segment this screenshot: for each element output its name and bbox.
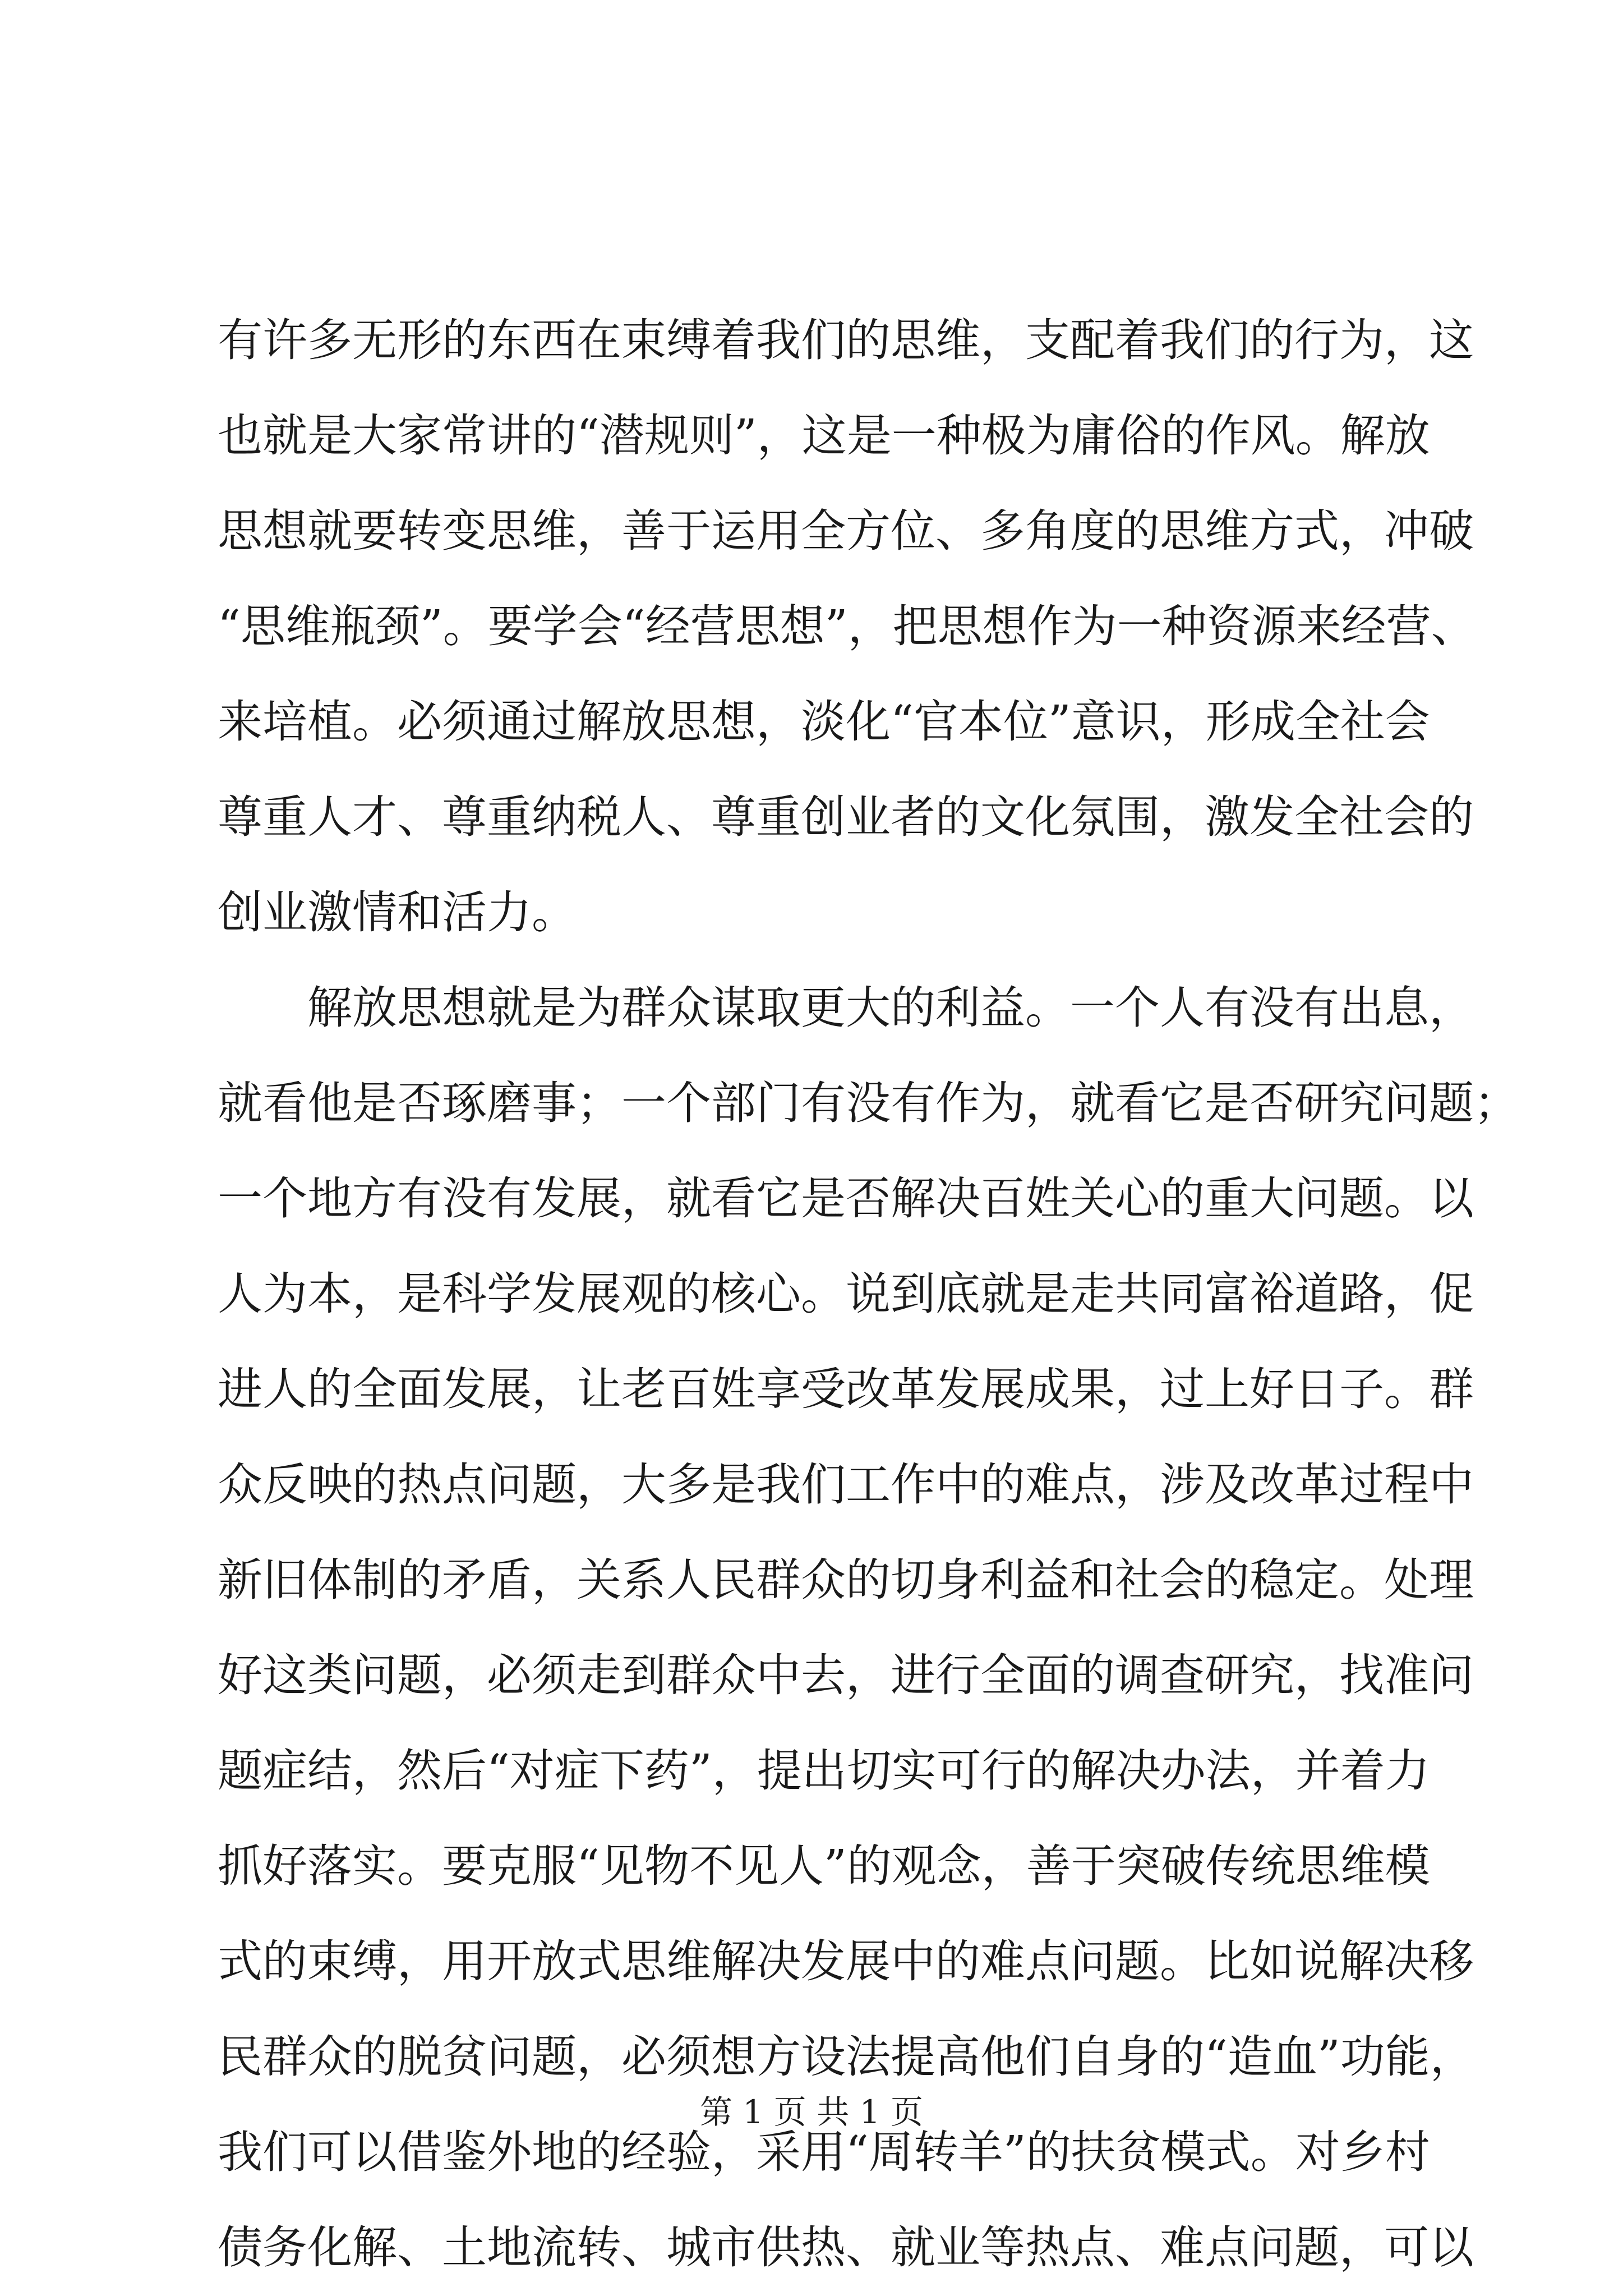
text-line-3: 思想就要转变思维，善于运用全方位、多角度的思维方式，冲破 — [218, 505, 1474, 557]
text-line-8: 解放思想就是为群众谋取更大的利益。一个人有没有出息， — [307, 982, 1474, 1034]
text-line-11: 人为本，是科学发展观的核心。说到底就是走共同富裕道路，促 — [218, 1268, 1474, 1320]
text-line-20: 我们可以借鉴外地的经验，采用“周转羊”的扶贫模式。对乡村 — [218, 2126, 1430, 2178]
text-line-2: 也就是大家常讲的“潜规则”，这是一种极为庸俗的作风。解放 — [218, 409, 1430, 462]
text-line-14: 新旧体制的矛盾，关系人民群众的切身利益和社会的稳定。处理 — [218, 1554, 1474, 1606]
text-line-9: 就看他是否琢磨事；一个部门有没有作为，就看它是否研究问题； — [218, 1077, 1519, 1129]
text-line-6: 尊重人才、尊重纳税人、尊重创业者的文化氛围，激发全社会的 — [218, 791, 1474, 843]
text-line-12: 进人的全面发展，让老百姓享受改革发展成果，过上好日子。群 — [218, 1363, 1474, 1415]
text-line-10: 一个地方有没有发展，就看它是否解决百姓关心的重大问题。以 — [218, 1172, 1474, 1225]
text-line-16: 题症结，然后“对症下药”，提出切实可行的解决办法，并着力 — [218, 1745, 1430, 1797]
text-line-13: 众反映的热点问题，大多是我们工作中的难点，涉及改革过程中 — [218, 1458, 1474, 1511]
text-line-19: 民群众的脱贫问题，必须想方设法提高他们自身的“造血”功能， — [218, 2031, 1475, 2083]
text-line-21: 债务化解、土地流转、城市供热、就业等热点、难点问题，可以 — [218, 2221, 1474, 2274]
text-line-5: 来培植。必须通过解放思想，淡化“官本位”意识，形成全社会 — [218, 696, 1430, 748]
text-line-17: 抓好落实。要克服“见物不见人”的观念，善于突破传统思维模 — [218, 1840, 1430, 1892]
text-line-7: 创业激情和活力。 — [218, 886, 577, 938]
text-line-4: “思维瓶颈”。要学会“经营思想”，把思想作为一种资源来经营、 — [218, 600, 1476, 652]
text-line-18: 式的束缚，用开放式思维解决发展中的难点问题。比如说解决移 — [218, 1935, 1474, 1987]
text-line-15: 好这类问题，必须走到群众中去，进行全面的调查研究，找准问 — [218, 1649, 1474, 1701]
text-line-1: 有许多无形的东西在束缚着我们的思维，支配着我们的行为，这 — [218, 314, 1474, 366]
document-body — [218, 293, 1519, 2295]
page-number-footer: 第 1 页 共 1 页 — [700, 2093, 923, 2131]
